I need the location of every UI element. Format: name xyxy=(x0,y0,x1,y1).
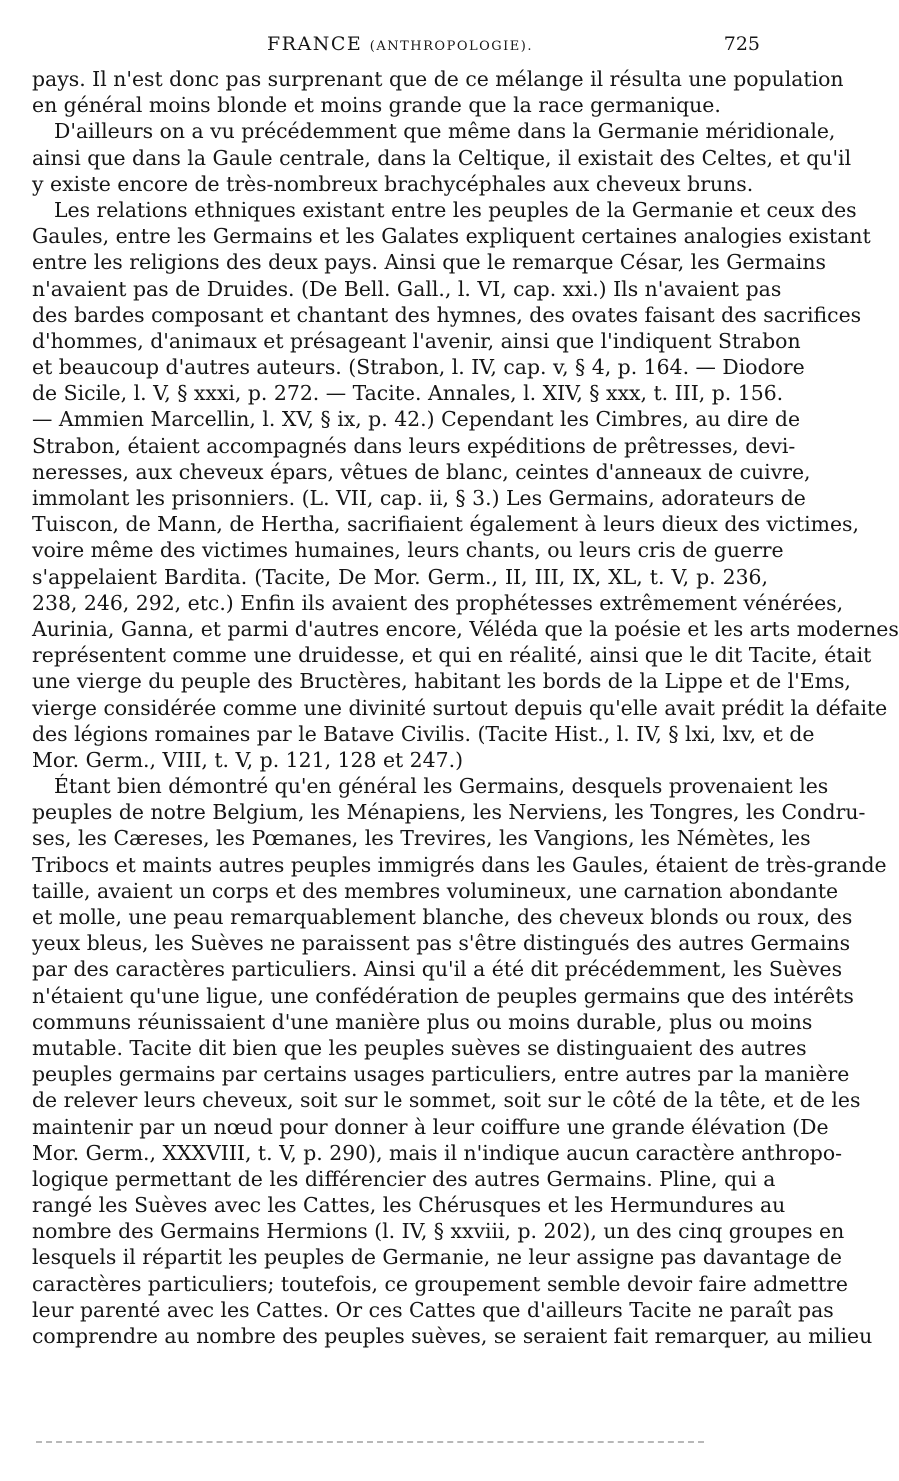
text-line: Mor. Germ., XXXVIII, t. V, p. 290), mais il n'indique aucun caractère anthropo- xyxy=(32,1140,842,1165)
text-line: yeux bleus, les Suèves ne paraissent pas s'être distingués des autres Germains xyxy=(32,931,851,956)
text-line: maintenir par un nœud pour donner à leur coiffure une grande élévation (De xyxy=(32,1114,829,1139)
text-line: de relever leurs cheveux, soit sur le sommet, soit sur le côté de la tête, et de les xyxy=(32,1088,861,1113)
text-line: et beaucoup d'autres auteurs. (Strabon, l. IV, cap. v, § 4, p. 164. — Diodore xyxy=(32,355,805,380)
text-line: nombre des Germains Hermions (l. IV, § xxviii, p. 202), un des cinq groupes en xyxy=(32,1219,845,1244)
text-line: Strabon, étaient accompagnés dans leurs expéditions de prêtresses, devi- xyxy=(32,433,796,458)
text-line: ainsi que dans la Gaule centrale, dans la Celtique, il existait des Celtes, et qu'il xyxy=(32,145,852,170)
text-line: peuples de notre Belgium, les Ménapiens, les Nerviens, les Tongres, les Condru- xyxy=(32,800,866,825)
running-head-title xyxy=(32,30,768,61)
text-line: voire même des victimes humaines, leurs chants, ou leurs cris de guerre xyxy=(32,538,784,563)
text-line: Gaules, entre les Germains et les Galates expliquent certaines analogies existant xyxy=(32,224,871,249)
text-line: Tribocs et maints autres peuples immigrés dans les Gaules, étaient de très-grande xyxy=(32,852,887,877)
text-line: taille, avaient un corps et des membres volumineux, une carnation abondante xyxy=(32,878,839,903)
text-line: n'étaient qu'une ligue, une confédération de peuples germains que des intérêts xyxy=(32,983,854,1008)
text-line: une vierge du peuple des Bructères, habitant les bords de la Lippe et de l'Ems, xyxy=(32,669,851,694)
text-line: d'hommes, d'animaux et présageant l'avenir, ainsi que l'indiquent Strabon xyxy=(32,328,801,353)
text-line: — Ammien Marcellin, l. XV, § ix, p. 42.) Cependant les Cimbres, au dire de xyxy=(32,407,801,432)
paragraph-first-line: Étant bien démontré qu'en général les Germains, desquels provenaient les xyxy=(54,774,829,799)
text-line: peuples germains par certains usages particuliers, entre autres par la manière xyxy=(32,1062,850,1087)
text-line: Mor. Germ., VIII, t. V, p. 121, 128 et 247.) xyxy=(32,747,464,772)
text-line: vierge considérée comme une divinité surtout depuis qu'elle avait prédit la défaite xyxy=(32,695,888,720)
text-line: immolant les prisonniers. (L. VII, cap. ii, § 3.) Les Germains, adorateurs de xyxy=(32,486,806,510)
paragraph-first-line: D'ailleurs on a vu précédemment que même dans la Germanie méridionale, xyxy=(54,119,836,144)
running-head-subtitle: (ANTHROPOLOGIE). xyxy=(369,39,533,54)
text-line: des légions romaines par le Batave Civilis. (Tacite Hist., l. IV, § lxi, lxv, et de xyxy=(32,721,815,746)
page-number: 725 xyxy=(723,33,760,55)
text-line: comprendre au nombre des peuples suèves, se seraient fait remarquer, au milieu xyxy=(32,1324,873,1348)
text-line: logique permettant de les différencier des autres Germains. Pline, qui a xyxy=(32,1166,776,1191)
text-line: pays. Il n'est donc pas surprenant que de ce mélange il résulta une population xyxy=(32,67,844,91)
text-line: par des caractères particuliers. Ainsi qu'il a été dit précédemment, les Suèves xyxy=(32,957,843,982)
text-line: caractères particuliers; toutefois, ce groupement semble devoir faire admettre xyxy=(32,1271,848,1296)
text-line: et molle, une peau remarquablement blanche, des cheveux blonds ou roux, des xyxy=(32,905,853,929)
text-line: de Sicile, l. V, § xxxi, p. 272. — Tacite. Annales, l. XIV, § xxx, t. III, p. 156. xyxy=(32,381,784,406)
text-line: leur parenté avec les Cattes. Or ces Cattes que d'ailleurs Tacite ne paraît pas xyxy=(32,1297,834,1322)
text-line: n'avaient pas de Druides. (De Bell. Gall., l. VI, cap. xxi.) Ils n'avaient pas xyxy=(32,276,782,301)
running-head-country: FRANCE xyxy=(267,33,363,55)
body-text xyxy=(32,66,899,1349)
text-line: représentent comme une druidesse, et qui en réalité, ainsi que le dit Tacite, était xyxy=(32,643,872,668)
text-line: mutable. Tacite dit bien que les peuples suèves se distinguaient des autres xyxy=(32,1035,807,1060)
text-line: ses, les Cæreses, les Pœmanes, les Trevires, les Vangions, les Némètes, les xyxy=(32,826,811,851)
text-line: y existe encore de très-nombreux brachycéphales aux cheveux bruns. xyxy=(32,171,754,196)
text-line: rangé les Suèves avec les Cattes, les Chérusques et les Hermundures au xyxy=(32,1193,786,1218)
footer-divider xyxy=(36,1441,704,1443)
text-line: s'appelaient Bardita. (Tacite, De Mor. Germ., II, III, IX, XL, t. V, p. 236, xyxy=(32,564,768,589)
running-head xyxy=(32,30,768,58)
text-line: neresses, aux cheveux épars, vêtues de blanc, ceintes d'anneaux de cuivre, xyxy=(32,459,811,484)
text-line: des bardes composant et chantant des hymnes, des ovates faisant des sacrifices xyxy=(32,302,862,327)
text-line: Aurinia, Ganna, et parmi d'autres encore, Véléda que la poésie et les arts modernes xyxy=(32,616,899,641)
text-line: Tuiscon, de Mann, de Hertha, sacrifiaient également à leurs dieux des victimes, xyxy=(32,512,859,537)
text-line: en général moins blonde et moins grande que la race germanique. xyxy=(32,93,721,118)
text-line: lesquels il répartit les peuples de Germanie, ne leur assigne pas davantage de xyxy=(32,1245,842,1270)
text-line: entre les religions des deux pays. Ainsi que le remarque César, les Germains xyxy=(32,250,826,275)
text-line: 238, 246, 292, etc.) Enfin ils avaient des prophétesses extrêmement vénérées, xyxy=(32,590,844,615)
paragraph-first-line: Les relations ethniques existant entre les peuples de la Germanie et ceux des xyxy=(54,197,857,222)
text-line: communs réunissaient d'une manière plus ou moins durable, plus ou moins xyxy=(32,1009,813,1034)
